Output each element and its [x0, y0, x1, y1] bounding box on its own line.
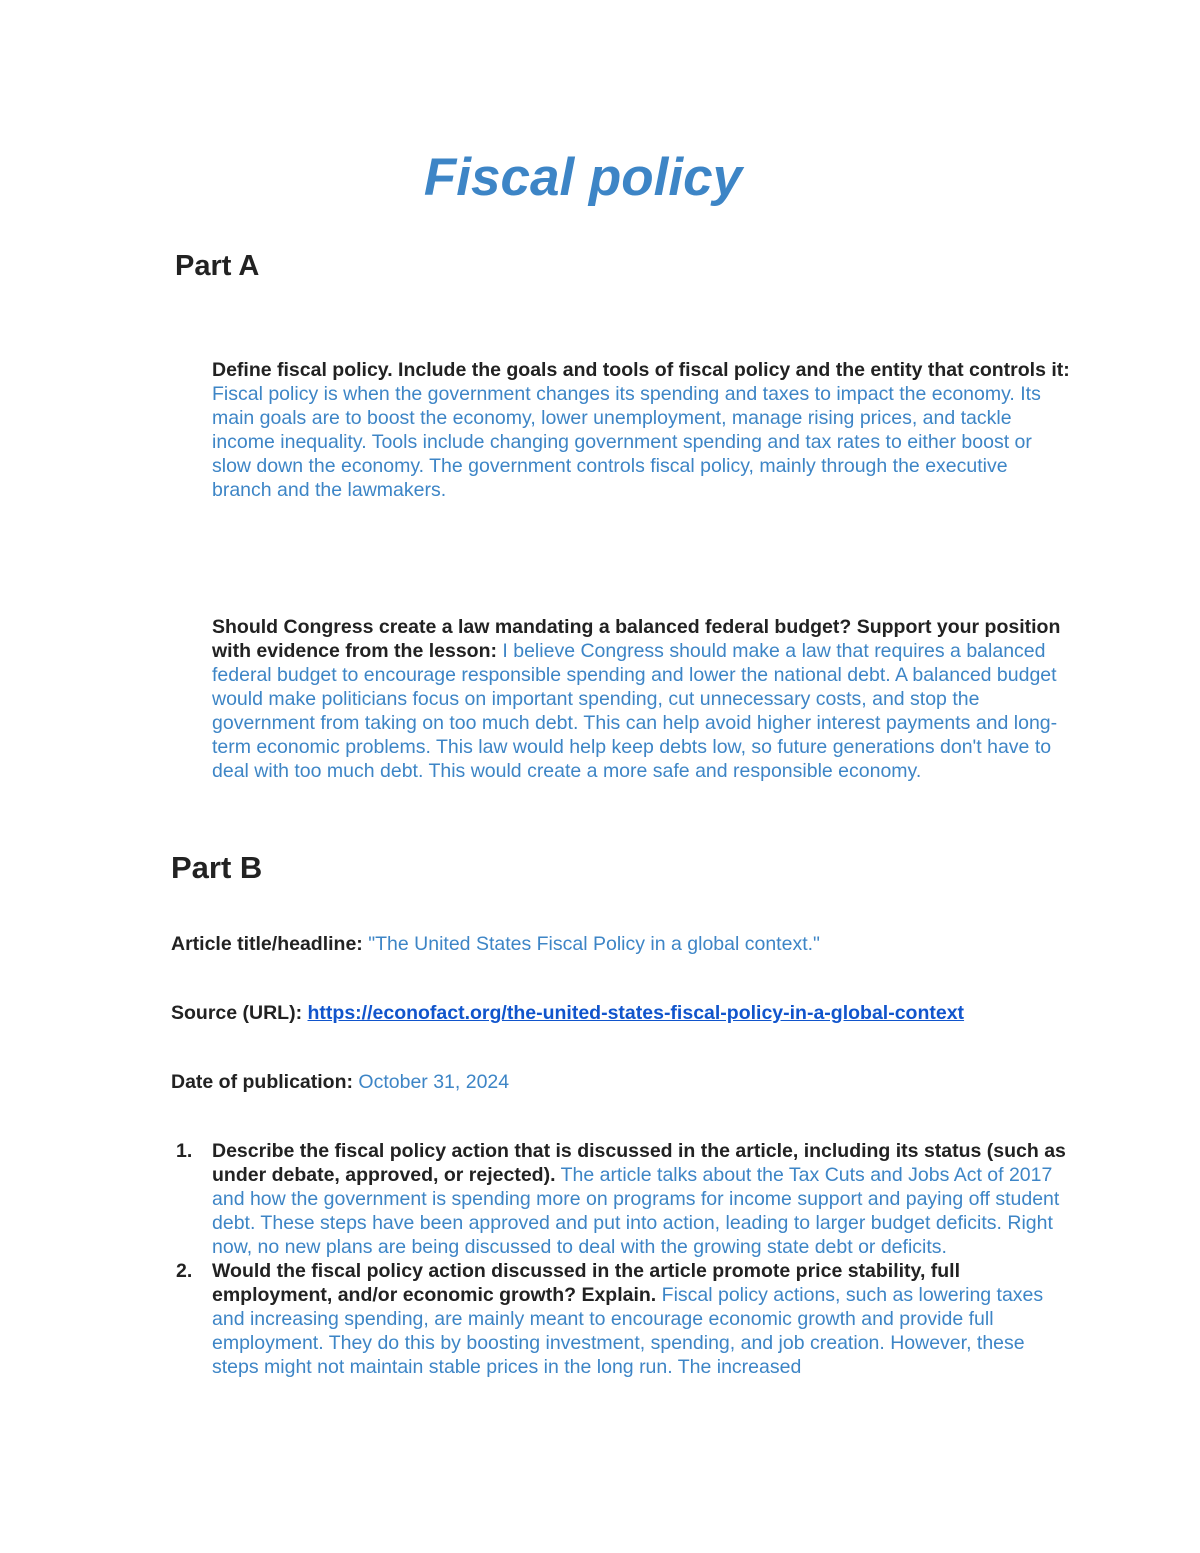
article-title-field	[171, 932, 820, 956]
list-item-number: 2.	[176, 1260, 193, 1282]
source-url-label: Source (URL):	[171, 1002, 303, 1024]
article-title-label: Article title/headline:	[171, 933, 363, 955]
source-url-field	[171, 1001, 964, 1025]
publication-date-value: October 31, 2024	[358, 1071, 510, 1093]
article-title-value: "The United States Fiscal Policy in a global context."	[368, 933, 820, 955]
question-answer: The article talks about the Tax Cuts and Jobs Act of 2017 and how the government is spending more on programs for income support and paying off student debt. These steps have been approved and put into action, leading to larger budget deficits. Right now, no new plans are being discussed to deal with the growing state debt or deficits.	[212, 1164, 1060, 1258]
part-a-question-1	[212, 358, 1072, 502]
question-answer: I believe Congress should make a law that requires a balanced federal budget to encourage responsible spending and lower the national debt. A balanced budget would make politicians focus on important spending, cut unnecessary costs, and stop the government from taking on too much debt. This can help avoid higher interest payments and long-term economic problems. This law would help keep debts low, so future generations don't have to deal with too much debt. This would create a more safe and responsible economy.	[212, 640, 1058, 782]
question-prompt: Define fiscal policy. Include the goals and tools of fiscal policy and the entity that controls it:	[212, 359, 1070, 381]
part-b-question-list	[176, 1139, 1076, 1379]
list-item	[176, 1139, 1076, 1259]
list-item	[176, 1259, 1076, 1379]
part-a-question-2	[212, 615, 1072, 783]
question-prompt: Would the fiscal policy action discussed in the article promote price stability, full employment, and/or economic growth? Explain.	[212, 1260, 961, 1306]
part-b-heading: Part B	[171, 850, 263, 885]
document-title: Fiscal policy	[423, 148, 743, 207]
source-url-link[interactable]: https://econofact.org/the-united-states-fiscal-policy-in-a-global-context	[307, 1002, 965, 1024]
publication-date-label: Date of publication:	[171, 1071, 353, 1093]
question-prompt: Should Congress create a law mandating a balanced federal budget? Support your position with evidence from the lesson:	[212, 616, 1061, 662]
list-item-number: 1.	[176, 1140, 193, 1162]
question-answer: Fiscal policy is when the government changes its spending and taxes to impact the economy. Its main goals are to boost the economy, lower unemployment, manage rising prices, and tackle income inequality. Tools include changing government spending and tax rates to either boost or slow down the economy. The government controls fiscal policy, mainly through the executive branch and the lawmakers.	[212, 383, 1041, 501]
question-prompt: Describe the fiscal policy action that is discussed in the article, including its status (such as under debate, approved, or rejected).	[212, 1140, 1066, 1186]
part-a-heading: Part A	[175, 250, 260, 282]
question-answer: Fiscal policy actions, such as lowering taxes and increasing spending, are mainly meant to encourage economic growth and provide full employment. They do this by boosting investment, spending, and job creation. However, these steps might not maintain stable prices in the long run. The increased	[212, 1284, 1044, 1378]
publication-date-field	[171, 1070, 509, 1094]
